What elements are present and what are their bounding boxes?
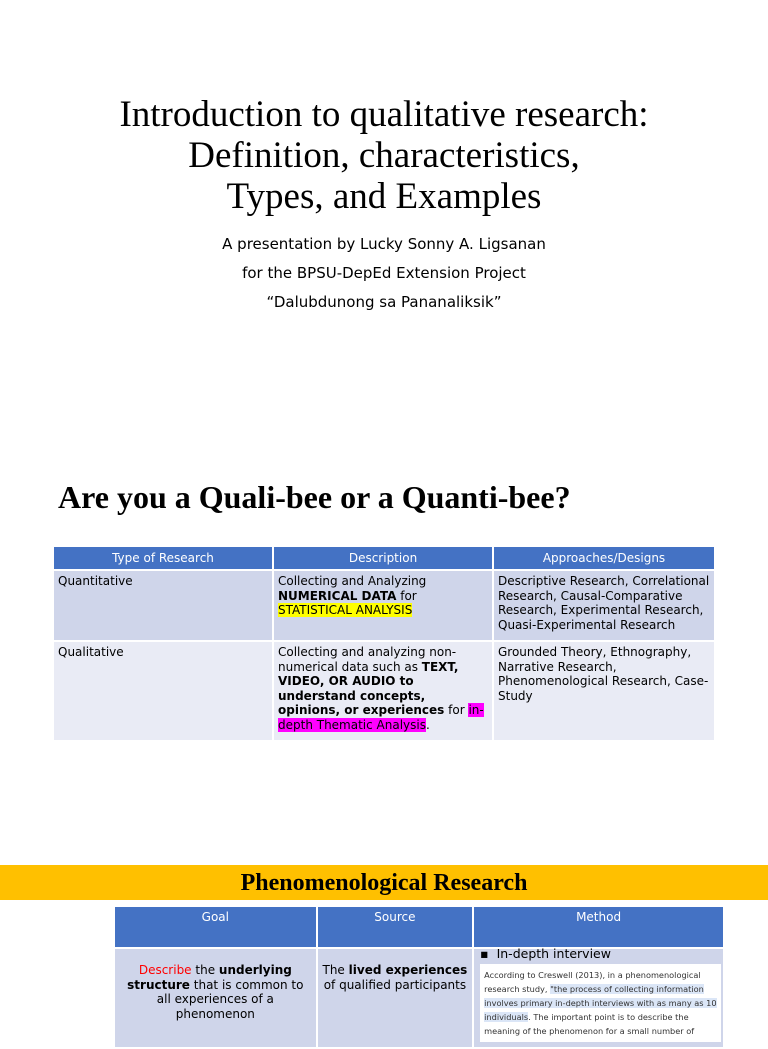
- title-line: Introduction to qualitative research:: [119, 94, 649, 135]
- description-cell: [274, 571, 492, 640]
- header-approaches: Approaches/Designs: [494, 547, 714, 569]
- research-types-table: [52, 545, 716, 742]
- presentation-subtitle: [0, 230, 768, 317]
- goal-text: the: [191, 963, 219, 977]
- type-cell: Quantitative: [54, 571, 272, 640]
- table-header-row: [115, 907, 723, 947]
- table-row: [115, 949, 723, 1047]
- desc-highlight: STATISTICAL ANALYSIS: [278, 603, 413, 617]
- comparison-slide: [0, 455, 768, 755]
- header-type: Type of Research: [54, 547, 272, 569]
- quote-text: According to Creswell (2013), in a phenomenological research study,: [484, 969, 701, 994]
- desc-highlight: in-depth Thematic Analysis: [278, 703, 484, 732]
- header-method: Method: [474, 907, 723, 947]
- title-line: Definition, characteristics,: [188, 135, 580, 176]
- goal-bold: underlying structure: [127, 963, 292, 992]
- desc-text: for: [444, 703, 469, 717]
- subtitle-line: A presentation by Lucky Sonny A. Ligsanan: [222, 235, 546, 253]
- description-cell: [274, 642, 492, 740]
- source-text: The: [322, 963, 349, 977]
- approaches-cell: Descriptive Research, Correlational Research, Causal-Comparative Research, Experimental Research, Quasi-Experimental Research: [494, 571, 714, 640]
- quote-text: . The important point is to describe the meaning of the phenomenon for a small number of: [484, 1011, 695, 1036]
- slide-title: Are you a Quali-bee or a Quanti-bee?: [58, 479, 571, 515]
- approaches-cell: Grounded Theory, Ethnography, Narrative Research, Phenomenological Research, Case-Study: [494, 642, 714, 740]
- header-source: Source: [318, 907, 473, 947]
- title-slide: [0, 0, 768, 390]
- table-row: [54, 571, 714, 640]
- method-bullet: ▪ In-depth interview: [480, 946, 611, 961]
- desc-text: .: [426, 717, 430, 732]
- desc-text: for: [396, 588, 417, 603]
- bullet-text: In-depth interview: [496, 946, 611, 961]
- goal-cell: [115, 949, 316, 1047]
- table-header-row: [54, 547, 714, 569]
- source-text: of qualified participants: [323, 977, 467, 992]
- source-cell: [318, 949, 473, 1047]
- source-bold: lived experiences: [348, 963, 468, 977]
- phenomenological-table: [113, 905, 725, 1049]
- quote-highlight: "the process of collecting information involves primary in-depth interviews with as many as 10 individuals: [484, 983, 717, 1022]
- desc-text: Collecting and analyzing non-numerical data such as: [278, 645, 457, 674]
- phenomenological-slide: [0, 865, 768, 1036]
- citation-excerpt: [480, 964, 721, 1042]
- header-description: Description: [274, 547, 492, 569]
- subtitle-line: “Dalubdunong sa Pananaliksik”: [266, 293, 502, 311]
- table-row: [54, 642, 714, 740]
- header-goal: Goal: [115, 907, 316, 947]
- goal-verb: Describe: [138, 963, 192, 977]
- desc-bold: NUMERICAL DATA: [278, 588, 397, 603]
- desc-bold: TEXT, VIDEO, OR AUDIO to understand concepts, opinions, or experiences: [278, 659, 459, 717]
- subtitle-line: for the BPSU-DepEd Extension Project: [242, 264, 526, 282]
- title-line: Types, and Examples: [226, 176, 542, 217]
- type-cell: Qualitative: [54, 642, 272, 740]
- method-cell: [474, 946, 723, 1047]
- presentation-title: [0, 94, 768, 217]
- slide-title: Phenomenological Research: [240, 870, 528, 896]
- goal-text: that is common to all experiences of a phenomenon: [156, 977, 304, 1021]
- desc-text: Collecting and Analyzing: [278, 574, 427, 588]
